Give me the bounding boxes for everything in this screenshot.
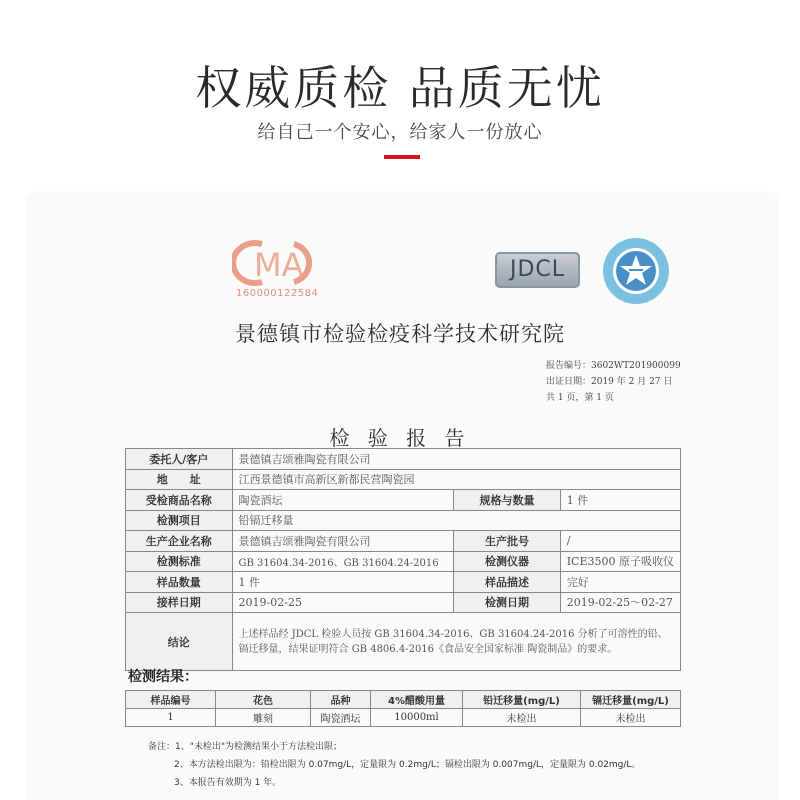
jdcl-logo: JDCL — [495, 252, 580, 288]
desc-value: 完好 — [560, 572, 680, 593]
results-table — [125, 690, 681, 727]
table-row — [126, 490, 681, 511]
table-row — [126, 709, 681, 727]
test-date-value: 2019-02-25～02-27 — [560, 592, 680, 613]
client-value: 景德镇吉颂雅陶瓷有限公司 — [232, 449, 680, 470]
results-header: 镉迁移量(mg/L) — [581, 691, 681, 709]
standard-value: GB 31604.34-2016、GB 31604.24-2016 — [232, 551, 454, 572]
results-cell: 10000ml — [371, 709, 463, 727]
notes — [148, 738, 640, 792]
cma-logo-text: MA — [254, 246, 304, 284]
instrument-label: 检测仪器 — [454, 551, 560, 572]
maker-value: 景德镇吉颂雅陶瓷有限公司 — [232, 531, 454, 552]
cma-logo-icon — [232, 238, 328, 288]
table-row — [126, 592, 681, 613]
instrument-value: ICE3500 原子吸收仪 — [560, 551, 680, 572]
batch-value: / — [560, 531, 680, 552]
item-value: 铅镉迁移量 — [232, 510, 680, 531]
hero-title: 权威质检 品质无忧 — [195, 61, 605, 115]
report-number: 报告编号：3602WT201900099 — [546, 361, 681, 371]
table-row — [126, 613, 681, 671]
note-3: 3、本报告有效期为 1 年。 — [174, 778, 282, 788]
note-1: 备注：1、"未检出"为检测结果小于方法检出限； — [148, 742, 343, 752]
results-cell: 未检出 — [463, 709, 581, 727]
results-cell: 陶瓷酒坛 — [311, 709, 371, 727]
results-header: 品种 — [311, 691, 371, 709]
table-row — [126, 510, 681, 531]
results-cell: 1 — [126, 709, 216, 727]
spec-label: 规格与数量 — [454, 490, 560, 511]
conclusion-value: 上述样品经 JDCL 检验人员按 GB 31604.34-2016、GB 31604.24-2016 分析了可溶性的铅、镉迁移量，结果证明符合 GB 4806.4-2016《食品安全国家标准 陶瓷制品》的要求。 — [232, 613, 680, 671]
report-meta — [546, 358, 681, 406]
spec-value: 1 件 — [560, 490, 680, 511]
table-row — [126, 449, 681, 470]
report-title: 检 验 报 告 — [329, 426, 471, 450]
recv-date-label: 接样日期 — [126, 592, 233, 613]
recv-date-value: 2019-02-25 — [232, 592, 454, 613]
results-header: 花色 — [216, 691, 311, 709]
results-header: 铅迁移量(mg/L) — [463, 691, 581, 709]
product-value: 陶瓷酒坛 — [232, 490, 454, 511]
hero-subtitle: 给自己一个安心，给家人一份放心 — [257, 122, 543, 143]
cma-number: 160000122584 — [236, 288, 319, 299]
results-header: 4%醋酸用量 — [371, 691, 463, 709]
product-label: 受检商品名称 — [126, 490, 233, 511]
table-row — [126, 469, 681, 490]
address-label: 地 址 — [126, 469, 233, 490]
desc-label: 样品描述 — [454, 572, 560, 593]
results-cell: 未检出 — [581, 709, 681, 727]
results-label: 检测结果： — [128, 669, 198, 685]
qty-value: 1 件 — [232, 572, 454, 593]
table-row — [126, 551, 681, 572]
conclusion-label: 结论 — [126, 613, 233, 671]
table-header-row — [126, 691, 681, 709]
client-label: 委托人/客户 — [126, 449, 233, 470]
info-table — [125, 448, 681, 671]
qty-label: 样品数量 — [126, 572, 233, 593]
test-date-label: 检测日期 — [454, 592, 560, 613]
address-value: 江西景德镇市高新区新都民营陶瓷园 — [232, 469, 680, 490]
institute-name: 景德镇市检验检疫科学技术研究院 — [235, 322, 565, 346]
table-row — [126, 531, 681, 552]
issue-date: 出证日期：2019 年 2 月 27 日 — [546, 377, 673, 387]
maker-label: 生产企业名称 — [126, 531, 233, 552]
accent-bar — [384, 155, 420, 159]
results-cell: 雕刻 — [216, 709, 311, 727]
page-count: 共 1 页，第 1 页 — [546, 393, 614, 403]
table-row — [126, 572, 681, 593]
note-2: 2、本方法检出限为：铅检出限为 0.07mg/L，定量限为 0.2mg/L；镉检出限为 0.007mg/L，定量限为 0.02mg/L。 — [174, 760, 641, 770]
standard-label: 检测标准 — [126, 551, 233, 572]
ceramic-seal-icon — [601, 236, 671, 306]
item-label: 检测项目 — [126, 510, 233, 531]
results-header: 样品编号 — [126, 691, 216, 709]
batch-label: 生产批号 — [454, 531, 560, 552]
